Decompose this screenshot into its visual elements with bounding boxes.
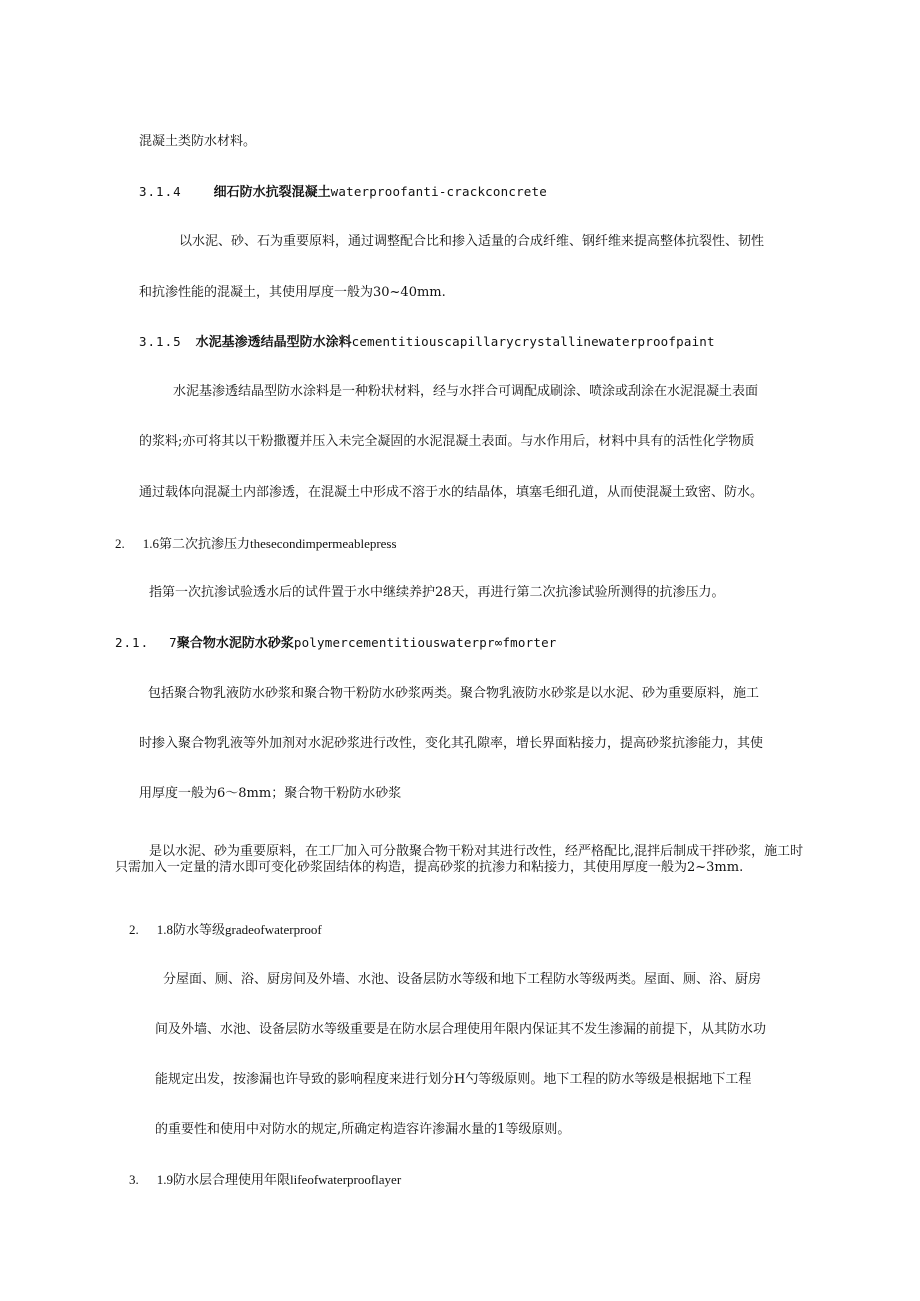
section-title-en: waterproofanti-crackconcrete (330, 184, 547, 199)
paragraph-line: 以水泥、砂、石为重要原料，通过调整配合比和掺入适量的合成纤维、钢纤维来提高整体抗裂性、韧性 (179, 234, 765, 249)
section-number: 3. (129, 1172, 139, 1187)
section-number: 3.1.4 (139, 184, 182, 199)
section-title-zh: 聚合物水泥防水砂浆 (176, 636, 294, 651)
section-heading-2-1-8 (129, 922, 322, 939)
section-number: 2.1. (115, 635, 150, 650)
section-title-en: polymercementitiouswaterpr∞fmorter (293, 635, 557, 650)
paragraph-line: 的浆料;亦可将其以干粉撒覆并压入未完全凝固的水泥混凝土表面。与水作用后，材料中具有的活性化学物质 (139, 434, 755, 449)
paragraph-line: 时掺入聚合物乳液等外加剂对水泥砂浆进行改性，变化其孔隙率，增长界面粘接力，提高砂浆抗渗能力，其使 (139, 736, 764, 751)
section-heading-2-1-7 (115, 635, 557, 652)
paragraph-line: 水泥基渗透结晶型防水涂料是一种粉状材料，经与水拌合可调配成刷涂、喷涂或刮涂在水泥混凝土表面 (173, 384, 759, 399)
paragraph-line: 指第一次抗渗试验透水后的试件置于水中继续养护28天，再进行第二次抗渗试验所测得的抗渗压力。 (149, 585, 725, 600)
section-heading-3-1-4 (139, 184, 547, 201)
section-number: 2. (115, 536, 125, 551)
paragraph-line: 间及外墙、水池、设备层防水等级重要是在防水层合理使用年限内保证其不发生渗漏的前提下，从其防水功 (155, 1022, 767, 1037)
paragraph-line: 能规定出发，按渗漏也许导致的影响程度来进行划分H勺等级原则。地下工程的防水等级是根据地下工程 (155, 1072, 752, 1087)
paragraph-line: 的重要性和使用中对防水的规定,所确定构造容许渗漏水量的1等级原则。 (155, 1122, 571, 1137)
section-title-zh: 水泥基渗透结晶型防水涂料 (195, 335, 352, 350)
section-heading-3-1-5 (139, 334, 715, 351)
paragraph-line: 和抗渗性能的混凝土，其使用厚度一般为30~40mm. (139, 285, 446, 300)
paragraph-block: 是以水泥、砂为重要原料，在工厂加入可分散聚合物干粉对其进行改性，经严格配比,混拌后制成干拌砂浆，施工时只需加入一定量的清水即可变化砂浆固结体的构造，提高砂浆的抗渗力和粘接力，其使用厚度一般为2~3mm. (115, 844, 804, 875)
paragraph-line: 通过载体向混凝土内部渗透，在混凝土中形成不溶于水的结晶体，填塞毛细孔道，从而使混凝土致密、防水。 (139, 485, 764, 500)
paragraph-line: 用厚度一般为6～8mm；聚合物干粉防水砂浆 (139, 786, 402, 801)
section-title-en: cementitiouscapillarycrystallinewaterproofpaint (351, 334, 715, 349)
section-title: 1.6第二次抗渗压力thesecondimpermeablepress (142, 536, 397, 551)
paragraph-line: 包括聚合物乳液防水砂浆和聚合物干粉防水砂浆两类。聚合物乳液防水砂浆是以水泥、砂为重要原料，施工 (148, 686, 760, 701)
paragraph-line: 分屋面、厕、浴、厨房间及外墙、水池、设备层防水等级和地下工程防水等级两类。屋面、厕、浴、厨房 (163, 972, 762, 987)
section-title: 1.9防水层合理使用年限lifeofwaterprooflayer (156, 1172, 402, 1187)
section-number: 3.1.5 (139, 334, 182, 349)
paragraph-line: 混凝土类防水材料。 (139, 134, 257, 149)
section-title: 1.8防水等级gradeofwaterproof (156, 922, 322, 937)
section-subnumber: 7 (169, 635, 177, 650)
section-number: 2. (129, 922, 139, 937)
section-heading-2-1-6 (115, 536, 397, 553)
section-title-zh: 细石防水抗裂混凝土 (213, 185, 331, 200)
section-heading-3-1-9 (129, 1172, 401, 1189)
